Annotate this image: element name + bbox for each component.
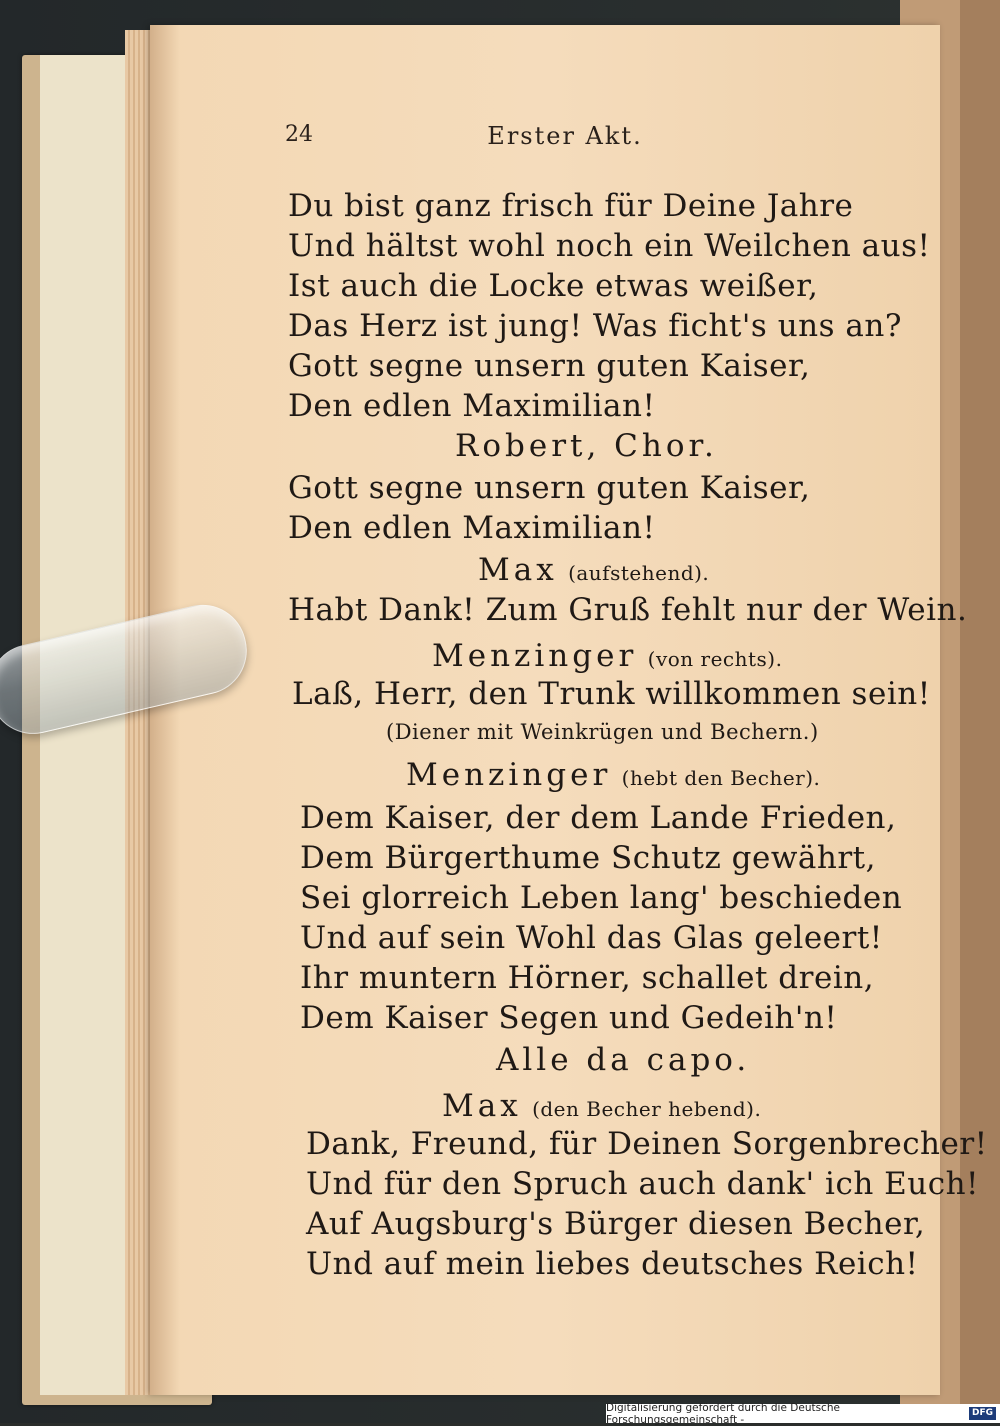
stage-direction: (hebt den Becher).: [621, 766, 821, 790]
verse-line: Dem Kaiser, der dem Lande Frieden,: [300, 800, 897, 836]
verse-line: Laß, Herr, den Trunk willkommen sein!: [292, 676, 931, 712]
verse-line: Du bist ganz frisch für Deine Jahre: [288, 188, 854, 224]
speaker-heading: [442, 1088, 761, 1124]
verse-line: Dem Bürgerthume Schutz gewährt,: [300, 840, 876, 876]
footer-text: Digitalisierung gefördert durch die Deutsche Forschungsgemeinschaft -: [606, 1401, 840, 1426]
verse-line: Und hältst wohl noch ein Weilchen aus!: [288, 228, 931, 264]
speaker-name: Robert, Chor.: [455, 428, 718, 464]
dfg-logo-icon: DFG: [969, 1407, 996, 1420]
running-title: Erster Akt.: [487, 122, 643, 150]
verse-line: Und auf sein Wohl das Glas geleert!: [300, 920, 883, 956]
verse-line: Gott segne unsern guten Kaiser,: [288, 470, 811, 506]
verse-line: Gott segne unsern guten Kaiser,: [288, 348, 811, 384]
stage-direction: (den Becher hebend).: [532, 1097, 762, 1121]
verse-line: Den edlen Maximilian!: [288, 388, 656, 424]
verse-line: Sei glorreich Leben lang' beschieden: [300, 880, 903, 916]
speaker-heading: [432, 638, 782, 674]
stage-direction: (Diener mit Weinkrügen und Bechern.): [386, 720, 819, 744]
stage-direction: (von rechts).: [647, 647, 783, 671]
stage-direction: (aufstehend).: [568, 561, 710, 585]
page-gutter-shadow: [150, 25, 180, 1395]
speaker-heading: [406, 757, 820, 793]
verse-line: Ihr muntern Hörner, schallet drein,: [300, 960, 875, 996]
verse-line: Dem Kaiser Segen und Gedeih'n!: [300, 1000, 838, 1036]
verse-line: Habt Dank! Zum Gruß fehlt nur der Wein.: [288, 592, 968, 628]
verse-line: Und auf mein liebes deutsches Reich!: [306, 1246, 919, 1282]
verse-line: Den edlen Maximilian!: [288, 510, 656, 546]
speaker-name: Menzinger: [406, 757, 612, 793]
speaker-heading: [478, 552, 709, 588]
speaker-name: Max: [478, 552, 558, 588]
speaker-name: Alle da capo.: [496, 1042, 751, 1078]
verse-line: Das Herz ist jung! Was ficht's uns an?: [288, 308, 902, 344]
verse-line: Auf Augsburg's Bürger diesen Becher,: [306, 1206, 926, 1242]
verse-line: Ist auch die Locke etwas weißer,: [288, 268, 819, 304]
speaker-name: Menzinger: [432, 638, 638, 674]
page-header: [285, 122, 855, 158]
verse-line: Und für den Spruch auch dank' ich Euch!: [306, 1166, 980, 1202]
speaker-name: Max: [442, 1088, 522, 1124]
verse-line: Dank, Freund, für Deinen Sorgenbrecher!: [306, 1126, 988, 1162]
digitization-footer: [606, 1401, 1000, 1426]
page-number: 24: [285, 122, 313, 147]
